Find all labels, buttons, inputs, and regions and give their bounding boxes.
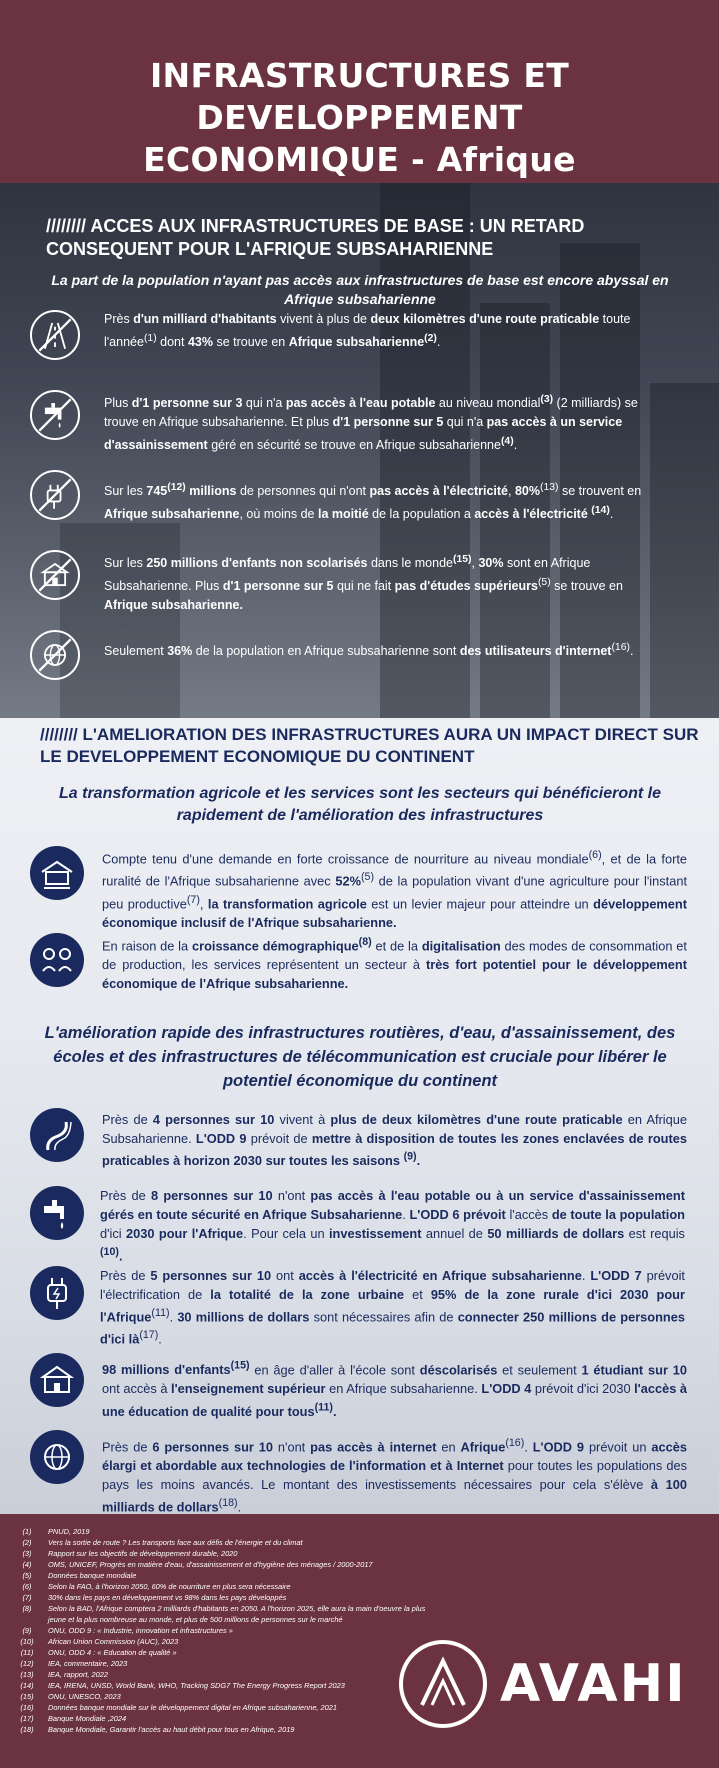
avahi-logo bbox=[398, 1639, 488, 1729]
reference-text: Données banque mondiale sur le développement digital en Afrique subsaharienne, 2021 bbox=[48, 1703, 337, 1712]
title-line-2: ECONOMIQUE - Afrique bbox=[143, 140, 576, 179]
reference-text: African Union Commission (AUC), 2023 bbox=[48, 1637, 179, 1646]
reference-text: IEA, IRENA, UNSD, World Bank, WHO, Tracking SDG7 The Energy Progress Report 2023 bbox=[48, 1681, 345, 1690]
reference-text: Banque Mondiale, Garantir l'accès au haut débit pour tous en Afrique, 2019 bbox=[48, 1725, 295, 1734]
reference-number: (13) bbox=[20, 1670, 34, 1679]
reference-text: Banque Mondiale ,2024 bbox=[48, 1714, 127, 1723]
reference-text: ONU, ODD 9 : « Industrie, innovation et infrastructures » bbox=[48, 1626, 233, 1635]
reference-item bbox=[14, 1680, 454, 1691]
reference-item bbox=[14, 1669, 454, 1680]
reference-item bbox=[14, 1636, 454, 1647]
school-icon bbox=[30, 550, 80, 600]
reference-item bbox=[14, 1548, 454, 1559]
reference-number: (14) bbox=[20, 1681, 34, 1690]
section-basic-infrastructure-access: //////// ACCES AUX INFRASTRUCTURES DE BASE : UN RETARD CONSEQUENT POUR L'AFRIQUE SUBSAHARIENNE La part de la population n'ayant pas accès aux infrastructures de base est encore abyssal en Afrique subsaharienne Près d'un milliard d'habitants vivent à plus de deux kilomètres d'une route praticable toute l'année$^{(1)}$ dont 43% se trouve en Afrique subsaharienne$^{(2)}$. Plus d'1 personne sur 3 qui n'a pas accès à l'eau potable au niveau mondial$^{(3)}$ (2 milliards) se trouve en Afrique subsaharienne. Et plus d'1 personne sur 5 qui n'a pas accès à un service d'assainissement géré en sécurité se trouve en Afrique subsaharienne$^{(4)}$. Sur les 745$^{(12)}$ millions de personnes qui n'ont pas accès à l'électricité, 80%$^{(13)}$ se trouvent en Afrique subsaharienne, où moins de la moitié de la population a accès à l'électricité $^{(14)}$. Sur les 250 millions d'enfants non scolarisés dans le monde$^{(15)}$, 30% sont en Afrique Subsaharienne. Plus d'1 personne sur 5 qui ne fait pas d'études supérieurs$^{(5)}$ se trouve en Afrique subsaharienne. Seulement 36% de la population en Afrique subsaharienne sont des utilisateurs d'internet$^{(16)}$. bbox=[0, 183, 719, 718]
reference-number: (7) bbox=[22, 1593, 32, 1602]
no-internet-icon bbox=[30, 630, 80, 680]
agriculture-icon bbox=[30, 846, 84, 900]
reference-number: (15) bbox=[20, 1692, 34, 1701]
reference-text: Données banque mondiale bbox=[48, 1571, 137, 1580]
reference-number: (5) bbox=[22, 1571, 32, 1580]
reference-text: IEA, rapport, 2022 bbox=[48, 1670, 108, 1679]
road-icon bbox=[30, 310, 80, 360]
brand-name: AVAHI bbox=[500, 1654, 687, 1714]
reference-text: PNUD, 2019 bbox=[48, 1527, 90, 1536]
title-line-1: INFRASTRUCTURES ET DEVELOPPEMENT bbox=[149, 56, 570, 137]
references-list bbox=[14, 1526, 454, 1735]
reference-item bbox=[14, 1614, 454, 1625]
reference-text: Selon la BAD, l'Afrique comptera 2 milliards d'habitants en 2050. A l'horizon 2025, elle aura la main d'oeuvre la plus bbox=[48, 1604, 426, 1613]
reference-item bbox=[14, 1581, 454, 1592]
reference-text: ONU, ODD 4 : « Education de qualité » bbox=[48, 1648, 177, 1657]
section2-subtitle-agriculture: La transformation agricole et les services sont les secteurs qui bénéficieront le rapidement de l'amélioration des infrastructures bbox=[59, 785, 661, 824]
reference-text: OMS, UNICEF, Progrès en matière d'eau, d'assainissement et d'hygiène des ménages / 2000-2017 bbox=[48, 1560, 373, 1569]
reference-number: (12) bbox=[20, 1659, 34, 1668]
section1-heading: //////// ACCES AUX INFRASTRUCTURES DE BASE : UN RETARD CONSEQUENT POUR L'AFRIQUE SUBSAHARIENNE bbox=[46, 216, 585, 259]
reference-number: (6) bbox=[22, 1582, 32, 1591]
reference-number: (16) bbox=[20, 1703, 34, 1712]
reference-number: (11) bbox=[20, 1648, 34, 1657]
reference-item bbox=[14, 1592, 454, 1603]
reference-text: IEA, commentaire, 2023 bbox=[48, 1659, 128, 1668]
reference-number: (2) bbox=[22, 1538, 32, 1547]
reference-text: Selon la FAO, à l'horizon 2050, 60% de nourriture en plus sera nécessaire bbox=[48, 1582, 291, 1591]
reference-text: ONU, UNESCO, 2023 bbox=[48, 1692, 121, 1701]
reference-item bbox=[14, 1702, 454, 1713]
electricity-icon bbox=[30, 1266, 84, 1320]
reference-item bbox=[14, 1724, 454, 1735]
water-tap-icon bbox=[30, 390, 80, 440]
no-electricity-icon bbox=[30, 470, 80, 520]
section-infrastructure-impact: //////// L'AMELIORATION DES INFRASTRUCTURES AURA UN IMPACT DIRECT SUR LE DEVELOPPEMENT ECONOMIQUE DU CONTINENT La transformation agricole et les services sont les secteurs qui bénéficieront le rapidement de l'amélioration des infrastructures Compte tenu d'une demande en forte croissance de nourriture au niveau mondiale$^{(6)}$, et de la forte ruralité de l'Afrique subsaharienne avec 52%$^{(5)}$ de la population vivant d'une agriculture pour l'instant peu productive$^{(7)}$, la transformation agricole est un levier majeur pour atteindre un développement économique inclusif de l'Afrique subsaharienne. En raison de la croissance démographique$^{(8)}$ et de la digitalisation des modes de consommation et de production, les services représentent un secteur à très fort potentiel pour le développement économique de l'Afrique subsaharienne. L'amélioration rapide des infrastructures routières, d'eau, d'assainissement, des écoles et des infrastructures de télécommunication est cruciale pour libérer le potentiel économique du continent Près de 4 personnes sur 10 vivent à plus de deux kilomètres d'une route praticable en Afrique Subsaharienne. L'ODD 9 prévoit de mettre à disposition de toutes les zones enclavées de routes praticables à horizon 2030 sur toutes les saisons $^{(9)}$. Près de 8 personnes sur 10 n'ont pas accès à l'eau potable ou à un service d'assainissement gérés en toute sécurité en Afrique Subsaharienne. L'ODD 6 prévoit l'accès de toute la population d'ici 2030 pour l'Afrique. Pour cela un investissement annuel de 50 milliards de dollars est requis $^{(10)}$. Près de 5 personnes sur 10 ont accès à l'électricité en Afrique subsaharienne. L'ODD 7 prévoit l'électrification de la totalité de la zone urbaine et 95% de la zone rurale d'ici 2030 pour l'Afrique$^{(11)}$. 30 millions de dollars sont nécessaires afin de connecter 250 millions de personnes d'ici $là^{(17)}$. 98 millions d'enfants$^{(15)}$ en âge d'aller à l'école sont déscolarisés et seulement 1 étudiant sur 10 ont accès à l'enseignement supérieur en Afrique subsaharienne. L'ODD 4 prévoit d'ici 2030 l'accès à une éducation de qualité pour tous$^{(11)}$. Près de 6 personnes sur 10 n'ont pas accès à internet en Afrique$^{(16)}$. L'ODD 9 prévoit un accès élargi et abordable aux technologies de l'information et à Internet pour toutes les populations des pays les moins avancés. Le montant des investissements nécessaires pour cela s'élève à 100 milliards de dollars$^{(18)}$. bbox=[0, 718, 719, 1514]
page-title bbox=[0, 0, 719, 181]
reference-item bbox=[14, 1603, 454, 1614]
reference-item bbox=[14, 1658, 454, 1669]
school-icon bbox=[30, 1353, 84, 1407]
footer-references bbox=[0, 1514, 719, 1768]
section1-lead: La part de la population n'ayant pas accès aux infrastructures de base est encore abyssal en Afrique subsaharienne bbox=[51, 272, 669, 307]
reference-number: (3) bbox=[22, 1549, 32, 1558]
reference-item bbox=[14, 1526, 454, 1537]
reference-number: (18) bbox=[20, 1725, 34, 1734]
road-icon bbox=[30, 1108, 84, 1162]
services-icon bbox=[30, 933, 84, 987]
reference-item bbox=[14, 1625, 454, 1636]
reference-item bbox=[14, 1537, 454, 1548]
reference-number: (10) bbox=[20, 1637, 34, 1646]
reference-text: 30% dans les pays en développement vs 98% dans les pays développés bbox=[48, 1593, 287, 1602]
section2-subtitle-infrastructure: L'amélioration rapide des infrastructures routières, d'eau, d'assainissement, des écoles et des infrastructures de télécommunication est cruciale pour libérer le potentiel économique du continent bbox=[44, 1024, 676, 1090]
reference-number: (17) bbox=[20, 1714, 34, 1723]
reference-number: (9) bbox=[22, 1626, 32, 1635]
reference-number: (1) bbox=[22, 1527, 32, 1536]
reference-text: Rapport sur les objectifs de développement durable, 2020 bbox=[48, 1549, 238, 1558]
section2-heading: //////// L'AMELIORATION DES INFRASTRUCTURES AURA UN IMPACT DIRECT SUR LE DEVELOPPEMENT ECONOMIQUE DU CONTINENT bbox=[40, 725, 699, 766]
reference-text: Vers la sortie de route ? Les transports face aux défis de l'énergie et du climat bbox=[48, 1538, 303, 1547]
reference-number: (8) bbox=[22, 1604, 32, 1613]
reference-item bbox=[14, 1559, 454, 1570]
reference-text: jeune et la plus nombreuse au monde, et plus de 500 millions de personnes sur le marché bbox=[48, 1615, 343, 1624]
reference-item bbox=[14, 1713, 454, 1724]
header-banner bbox=[0, 0, 719, 183]
reference-item bbox=[14, 1570, 454, 1581]
reference-number: (4) bbox=[22, 1560, 32, 1569]
water-tap-icon bbox=[30, 1186, 84, 1240]
internet-icon bbox=[30, 1430, 84, 1484]
reference-item bbox=[14, 1647, 454, 1658]
reference-item bbox=[14, 1691, 454, 1702]
